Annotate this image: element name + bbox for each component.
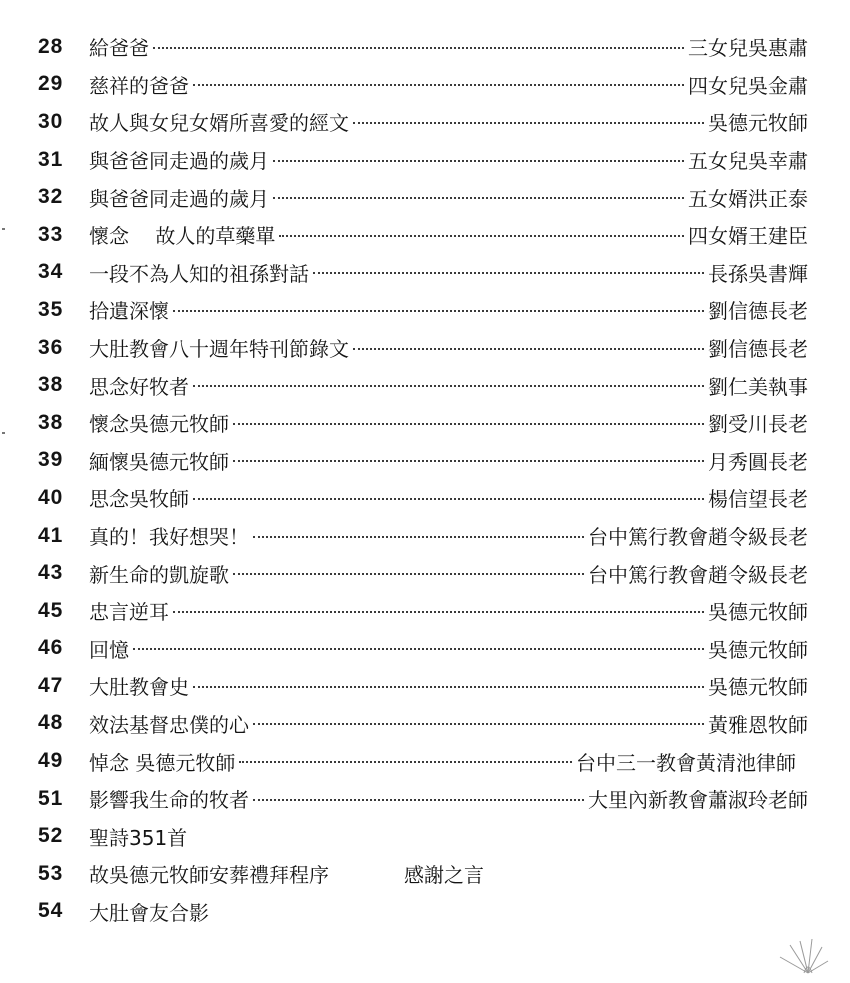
toc-entry — [0, 178, 850, 216]
entry-title: 大肚會友合影 — [89, 897, 211, 926]
entry-title: 回憶 — [89, 634, 131, 663]
entry-author: 台中篤行教會趙令級長老 — [586, 559, 808, 588]
entry-title: 悼念 吳德元牧師 — [89, 747, 237, 776]
entry-author: 楊信望長老 — [706, 483, 808, 512]
toc-entry — [0, 592, 850, 630]
entry-title: 大肚教會史 — [89, 671, 191, 700]
entry-author: 五女兒吳幸肅 — [686, 145, 808, 174]
page-number: 39 — [38, 448, 64, 472]
entry-author: 五女婿洪正泰 — [686, 183, 808, 212]
page-number: 35 — [38, 297, 64, 321]
entry-title: 思念吳牧師 — [89, 483, 191, 512]
dot-leader — [279, 235, 684, 237]
entry-title: 與爸爸同走過的歲月 — [89, 183, 271, 212]
entry-author: 四女婿王建臣 — [686, 220, 808, 249]
page-number: 34 — [38, 260, 64, 284]
entry-author: 劉信德長老 — [706, 295, 808, 324]
page-number: 47 — [38, 673, 64, 697]
entry-title: 效法基督忠僕的心 — [89, 709, 251, 738]
page-number: 49 — [38, 749, 64, 773]
entry-author: 吳德元牧師 — [706, 107, 808, 136]
dot-leader — [353, 348, 704, 350]
toc-entry — [0, 667, 850, 705]
entry-author: 三女兒吳惠肅 — [686, 32, 808, 61]
toc-entry — [0, 254, 850, 292]
page-number: 43 — [38, 561, 64, 585]
entry-title: 忠言逆耳 — [89, 596, 171, 625]
entry-title: 故吳德元牧師安葬禮拜程序 — [89, 859, 331, 888]
toc-entry — [0, 103, 850, 141]
entry-title: 影響我生命的牧者 — [89, 784, 251, 813]
page-number: 41 — [38, 523, 64, 547]
toc-entry — [0, 855, 850, 893]
entry-title: 新生命的凱旋歌 — [89, 559, 231, 588]
dot-leader — [133, 648, 704, 650]
toc-entry — [0, 817, 850, 855]
entry-title: 懷念吳德元牧師 — [89, 408, 231, 437]
dot-leader — [239, 761, 572, 763]
entry-author: 台中三一教會黃清池律師 — [574, 747, 796, 776]
dot-leader — [193, 686, 704, 688]
entry-author: 吳德元牧師 — [706, 671, 808, 700]
page-number: 31 — [38, 147, 64, 171]
dot-leader — [193, 498, 704, 500]
dot-leader — [253, 723, 704, 725]
page-number: 29 — [38, 72, 64, 96]
scan-speck — [2, 228, 5, 230]
page-number: 33 — [38, 222, 64, 246]
toc-entry — [0, 780, 850, 818]
page-number: 36 — [38, 335, 64, 359]
entry-title: 大肚教會八十週年特刊節錄文 — [89, 333, 351, 362]
page-number: 32 — [38, 185, 64, 209]
page-number: 38 — [38, 373, 64, 397]
page-number: 54 — [38, 899, 64, 923]
dot-leader — [313, 272, 704, 274]
entry-author: 長孫吳書輝 — [706, 258, 808, 287]
entry-title: 一段不為人知的祖孫對話 — [89, 258, 311, 287]
entry-author: 吳德元牧師 — [706, 634, 808, 663]
entry-title: 真的！我好想哭！ — [89, 521, 251, 550]
toc-entry — [0, 141, 850, 179]
toc-entry — [0, 291, 850, 329]
dot-leader — [273, 197, 684, 199]
entry-title: 思念好牧者 — [89, 371, 191, 400]
entry-title: 故人與女兒女婿所喜愛的經文 — [89, 107, 351, 136]
page-number: 46 — [38, 636, 64, 660]
dot-leader — [233, 460, 704, 462]
toc-entry — [0, 517, 850, 555]
page-number: 40 — [38, 485, 64, 509]
toc-entry — [0, 442, 850, 480]
entry-author: 黃雅恩牧師 — [706, 709, 808, 738]
entry-title: 拾遺深懷 — [89, 295, 171, 324]
toc-entry — [0, 28, 850, 66]
page-number: 53 — [38, 861, 64, 885]
entry-author: 四女兒吳金肅 — [686, 70, 808, 99]
toc-entry — [0, 216, 850, 254]
toc-entry — [0, 705, 850, 743]
scan-speck — [2, 432, 5, 434]
entry-title: 懷念 故人的草藥單 — [89, 220, 277, 249]
entry-title: 給爸爸 — [89, 32, 151, 61]
entry-title: 聖詩351首 — [89, 822, 189, 851]
entry-title: 慈祥的爸爸 — [89, 70, 191, 99]
toc-entry — [0, 479, 850, 517]
dot-leader — [233, 423, 704, 425]
entry-author: 劉受川長老 — [706, 408, 808, 437]
toc-entry — [0, 66, 850, 104]
entry-author: 大里內新教會蕭淑玲老師 — [586, 784, 808, 813]
entry-author: 台中篤行教會趙令級長老 — [586, 521, 808, 550]
dot-leader — [253, 799, 584, 801]
toc-entry — [0, 630, 850, 668]
page-number: 52 — [38, 824, 64, 848]
entry-author: 劉信德長老 — [706, 333, 808, 362]
toc-entry — [0, 893, 850, 931]
dot-leader — [253, 536, 584, 538]
table-of-contents — [0, 28, 850, 930]
dot-leader — [193, 84, 684, 86]
dot-leader — [173, 611, 704, 613]
toc-entry — [0, 742, 850, 780]
entry-author: 吳德元牧師 — [706, 596, 808, 625]
page-number: 30 — [38, 109, 64, 133]
dot-leader — [353, 122, 704, 124]
dot-leader — [153, 47, 684, 49]
decorative-ornament — [740, 935, 830, 975]
page-number: 51 — [38, 786, 64, 810]
toc-entry — [0, 554, 850, 592]
dot-leader — [233, 573, 584, 575]
page-number: 28 — [38, 34, 64, 58]
toc-entry — [0, 404, 850, 442]
page-number: 45 — [38, 598, 64, 622]
page-number: 38 — [38, 410, 64, 434]
dot-leader — [173, 310, 704, 312]
entry-title: 緬懷吳德元牧師 — [89, 446, 231, 475]
entry-title: 與爸爸同走過的歲月 — [89, 145, 271, 174]
entry-author: 月秀圓長老 — [706, 446, 808, 475]
toc-entry — [0, 366, 850, 404]
dot-leader — [193, 385, 704, 387]
entry-extra-title: 感謝之言 — [404, 863, 484, 888]
toc-entry — [0, 329, 850, 367]
page-number: 48 — [38, 711, 64, 735]
entry-author: 劉仁美執事 — [706, 371, 808, 400]
dot-leader — [273, 160, 684, 162]
